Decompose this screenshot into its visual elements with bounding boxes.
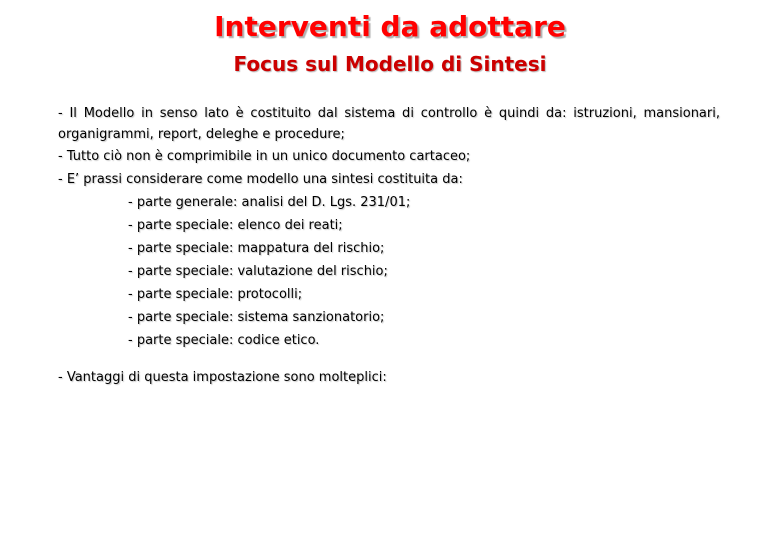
list-item-protocolli: - parte speciale: protocolli; [128,287,303,302]
paragraph-comprimibile: - Tutto ciò non è comprimibile in un unico documento cartaceo; [58,149,471,164]
slide-title: Interventi da adottare [214,10,566,43]
paragraph-modello: - Il Modello in senso lato è costituito dal sistema di controllo è quindi da: istruzioni, mansionari, organigrammi, report, deleghe e procedure; [58,106,720,142]
list-item-mappatura-rischio: - parte speciale: mappatura del rischio; [128,241,385,256]
paragraph-vantaggi: - Vantaggi di questa impostazione sono molteplici: [58,370,387,385]
sintesi-list [58,191,720,352]
slide-body [58,103,720,389]
list-item-valutazione-rischio: - parte speciale: valutazione del rischio; [128,264,388,279]
paragraph-sintesi: - E’ prassi considerare come modello una sintesi costituita da: [58,172,463,187]
list-item-codice-etico: - parte speciale: codice etico. [128,333,320,348]
slide-subtitle: Focus sul Modello di Sintesi [233,52,547,76]
list-item-elenco-reati: - parte speciale: elenco dei reati; [128,218,343,233]
list-item-sistema-sanzionatorio: - parte speciale: sistema sanzionatorio; [128,310,385,325]
list-item-parte-generale: - parte generale: analisi del D. Lgs. 231/01; [128,195,411,210]
